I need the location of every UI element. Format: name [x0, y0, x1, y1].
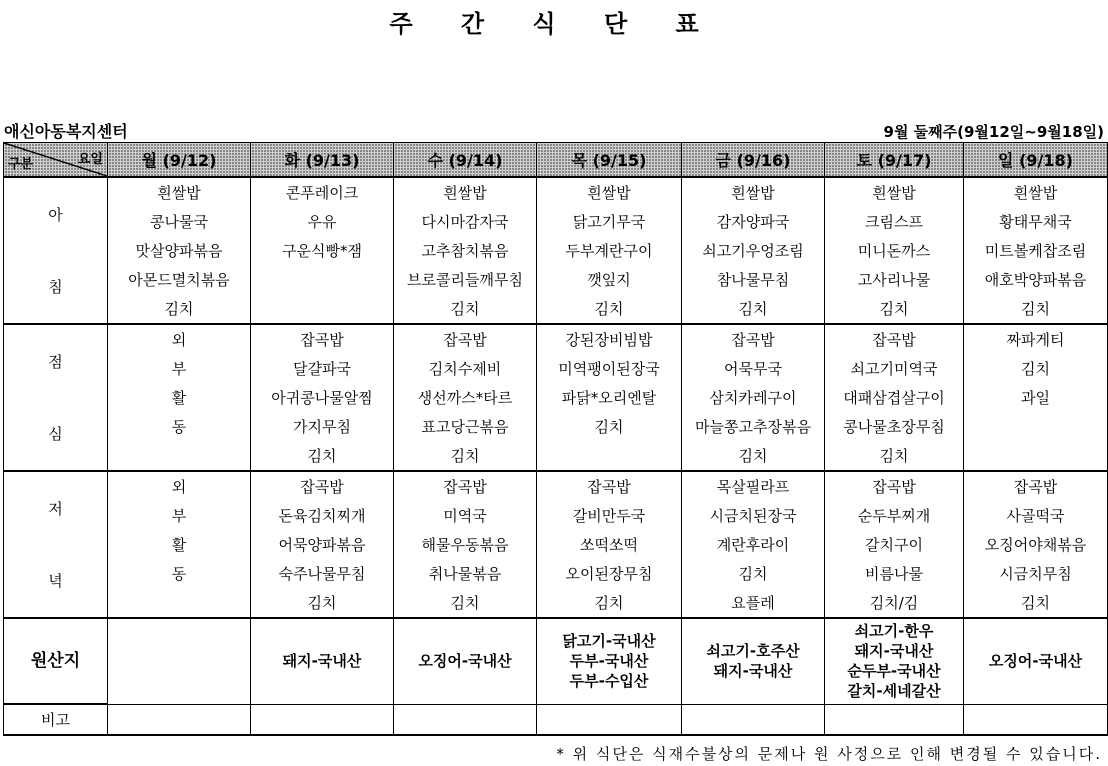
meal-category-label — [4, 177, 108, 324]
menu-cell: 흰쌀밥 — [394, 177, 537, 207]
menu-cell: 김치/김 — [825, 588, 964, 618]
menu-cell — [537, 441, 682, 471]
origin-cell — [825, 618, 964, 704]
menu-cell: 잡곡밥 — [394, 471, 537, 501]
menu-cell: 김치 — [825, 294, 964, 324]
origin-row — [4, 618, 1108, 704]
origin-line: 두부-수입산 — [569, 672, 649, 691]
origin-line: 두부-국내산 — [569, 652, 649, 671]
meal-label-char: 녁 — [48, 572, 63, 591]
footnote: * 위 식단은 식재수불상의 문제나 원 사정으로 인해 변경될 수 있습니다. — [556, 745, 1102, 763]
meal-row — [4, 177, 1108, 207]
day-header: 토 (9/17) — [825, 143, 964, 178]
menu-cell — [964, 412, 1108, 441]
meal-row — [4, 441, 1108, 471]
menu-cell — [108, 441, 251, 471]
menu-cell: 시금치된장국 — [682, 501, 825, 530]
menu-cell: 김치수제비 — [394, 354, 537, 383]
menu-cell: 쏘떡쏘떡 — [537, 530, 682, 559]
menu-cell: 시금치무침 — [964, 559, 1108, 588]
menu-cell: 순두부찌개 — [825, 501, 964, 530]
meal-label-char: 심 — [48, 425, 63, 444]
meal-row — [4, 294, 1108, 324]
menu-cell: 계란후라이 — [682, 530, 825, 559]
menu-cell: 외 — [108, 324, 251, 354]
menu-cell: 다시마감자국 — [394, 207, 537, 236]
menu-cell: 잡곡밥 — [825, 324, 964, 354]
menu-cell: 참나물무침 — [682, 265, 825, 294]
menu-cell: 미역국 — [394, 501, 537, 530]
menu-cell: 미니돈까스 — [825, 236, 964, 265]
note-cell — [825, 704, 964, 735]
menu-cell: 파닭*오리엔탈 — [537, 383, 682, 412]
menu-cell: 잡곡밥 — [537, 471, 682, 501]
center-name: 애신아동복지센터 — [4, 122, 128, 141]
menu-cell: 마늘쫑고추장볶음 — [682, 412, 825, 441]
meal-row — [4, 588, 1108, 618]
menu-cell: 강된장비빔밥 — [537, 324, 682, 354]
menu-cell: 콘푸레이크 — [251, 177, 394, 207]
day-header: 월 (9/12) — [108, 143, 251, 178]
origin-line: 오징어-국내산 — [988, 652, 1083, 671]
meal-row — [4, 530, 1108, 559]
menu-cell: 잡곡밥 — [682, 324, 825, 354]
menu-cell: 활 — [108, 383, 251, 412]
menu-cell: 김치 — [682, 441, 825, 471]
menu-cell: 표고당근볶음 — [394, 412, 537, 441]
menu-cell: 김치 — [251, 588, 394, 618]
corner-day-label: 요일 — [77, 152, 103, 167]
corner-cell — [4, 143, 108, 178]
note-cell — [964, 704, 1108, 735]
meal-row — [4, 383, 1108, 412]
menu-cell: 고추참치볶음 — [394, 236, 537, 265]
menu-cell: 부 — [108, 501, 251, 530]
menu-cell: 목살필라프 — [682, 471, 825, 501]
note-cell — [537, 704, 682, 735]
origin-cell — [251, 618, 394, 704]
origin-line: 쇠고기-호주산 — [706, 642, 800, 661]
origin-line: 돼지-국내산 — [854, 642, 934, 661]
menu-cell: 흰쌀밥 — [682, 177, 825, 207]
menu-cell: 잡곡밥 — [394, 324, 537, 354]
menu-cell: 어묵양파볶음 — [251, 530, 394, 559]
week-range: 9월 둘째주(9월12일~9월18일) — [883, 123, 1104, 141]
menu-cell: 감자양파국 — [682, 207, 825, 236]
meal-category-label — [4, 471, 108, 618]
meal-row — [4, 265, 1108, 294]
menu-cell: 닭고기무국 — [537, 207, 682, 236]
meal-row — [4, 324, 1108, 354]
menu-cell: 콩나물초장무침 — [825, 412, 964, 441]
day-header: 수 (9/14) — [394, 143, 537, 178]
menu-cell: 흰쌀밥 — [825, 177, 964, 207]
meal-row — [4, 412, 1108, 441]
menu-cell: 동 — [108, 559, 251, 588]
menu-cell: 미트볼케찹조림 — [964, 236, 1108, 265]
menu-cell: 대패삼겹살구이 — [825, 383, 964, 412]
day-header: 금 (9/16) — [682, 143, 825, 178]
origin-line: 돼지-국내산 — [282, 652, 362, 671]
menu-cell: 잡곡밥 — [825, 471, 964, 501]
menu-cell: 김치 — [537, 588, 682, 618]
menu-cell: 깻잎지 — [537, 265, 682, 294]
menu-cell: 잡곡밥 — [964, 471, 1108, 501]
weekly-menu-table — [3, 142, 1108, 736]
menu-cell: 우유 — [251, 207, 394, 236]
menu-cell: 고사리나물 — [825, 265, 964, 294]
menu-cell: 크림스프 — [825, 207, 964, 236]
meal-row — [4, 207, 1108, 236]
menu-cell: 김치 — [537, 294, 682, 324]
origin-line: 갈치-세네갈산 — [847, 682, 941, 701]
menu-cell: 김치 — [394, 588, 537, 618]
menu-cell: 애호박양파볶음 — [964, 265, 1108, 294]
menu-cell: 아몬드멸치볶음 — [108, 265, 251, 294]
day-header: 목 (9/15) — [537, 143, 682, 178]
menu-cell: 아귀콩나물알찜 — [251, 383, 394, 412]
origin-line: 쇠고기-한우 — [854, 622, 934, 641]
menu-cell: 취나물볶음 — [394, 559, 537, 588]
menu-cell: 브로콜리들깨무침 — [394, 265, 537, 294]
menu-cell: 흰쌀밥 — [537, 177, 682, 207]
note-cell — [394, 704, 537, 735]
meal-category-label — [4, 324, 108, 471]
day-header: 화 (9/13) — [251, 143, 394, 178]
menu-cell: 비름나물 — [825, 559, 964, 588]
menu-cell: 어묵무국 — [682, 354, 825, 383]
origin-line: 순두부-국내산 — [847, 662, 941, 681]
note-cell — [682, 704, 825, 735]
meal-row — [4, 559, 1108, 588]
menu-cell: 잡곡밥 — [251, 324, 394, 354]
menu-cell: 갈비만두국 — [537, 501, 682, 530]
menu-cell: 두부계란구이 — [537, 236, 682, 265]
menu-cell: 김치 — [251, 441, 394, 471]
meal-row — [4, 354, 1108, 383]
meal-row — [4, 501, 1108, 530]
origin-line: 오징어-국내산 — [418, 652, 512, 671]
note-cell — [108, 704, 251, 735]
corner-category-label: 구분 — [8, 157, 34, 172]
menu-cell: 달걀파국 — [251, 354, 394, 383]
menu-cell: 오징어야채볶음 — [964, 530, 1108, 559]
menu-cell: 돈육김치찌개 — [251, 501, 394, 530]
menu-cell: 김치 — [537, 412, 682, 441]
meal-body — [4, 177, 1108, 618]
menu-cell: 콩나물국 — [108, 207, 251, 236]
menu-cell: 가지무침 — [251, 412, 394, 441]
origin-cell — [964, 618, 1108, 704]
menu-cell — [964, 441, 1108, 471]
origin-line: 돼지-국내산 — [713, 662, 793, 681]
menu-cell: 김치 — [394, 294, 537, 324]
menu-cell: 동 — [108, 412, 251, 441]
menu-cell: 쇠고기미역국 — [825, 354, 964, 383]
origin-cell — [108, 618, 251, 704]
menu-cell: 김치 — [108, 294, 251, 324]
day-header: 일 (9/18) — [964, 143, 1108, 178]
menu-cell: 활 — [108, 530, 251, 559]
menu-cell: 맛살양파볶음 — [108, 236, 251, 265]
menu-cell: 삼치카레구이 — [682, 383, 825, 412]
menu-cell: 해물우동볶음 — [394, 530, 537, 559]
origin-cell — [537, 618, 682, 704]
menu-cell: 김치 — [394, 441, 537, 471]
origin-line: 닭고기-국내산 — [562, 632, 656, 651]
menu-cell — [251, 294, 394, 324]
menu-cell — [108, 588, 251, 618]
note-label: 비고 — [4, 704, 108, 735]
menu-cell: 숙주나물무침 — [251, 559, 394, 588]
meal-label-char: 침 — [48, 278, 63, 297]
meal-label-char: 아 — [48, 205, 63, 224]
menu-cell: 짜파게티 — [964, 324, 1108, 354]
menu-cell — [251, 265, 394, 294]
menu-cell: 쇠고기우엉조림 — [682, 236, 825, 265]
meal-row — [4, 236, 1108, 265]
menu-cell: 황태무채국 — [964, 207, 1108, 236]
menu-cell: 김치 — [682, 559, 825, 588]
menu-cell: 잡곡밥 — [251, 471, 394, 501]
origin-cell — [394, 618, 537, 704]
meal-row — [4, 471, 1108, 501]
menu-cell: 김치 — [964, 294, 1108, 324]
menu-cell: 부 — [108, 354, 251, 383]
menu-cell: 오이된장무침 — [537, 559, 682, 588]
menu-cell: 김치 — [825, 441, 964, 471]
menu-cell: 과일 — [964, 383, 1108, 412]
meal-label-char: 저 — [48, 499, 63, 518]
menu-cell: 구운식빵*잼 — [251, 236, 394, 265]
menu-cell: 김치 — [964, 588, 1108, 618]
menu-cell: 요플레 — [682, 588, 825, 618]
header-row — [4, 143, 1108, 178]
menu-cell: 김치 — [964, 354, 1108, 383]
origin-cell — [682, 618, 825, 704]
menu-cell: 김치 — [682, 294, 825, 324]
origin-label: 원산지 — [4, 618, 108, 704]
menu-cell: 미역팽이된장국 — [537, 354, 682, 383]
note-row — [4, 704, 1108, 735]
menu-cell: 생선까스*타르 — [394, 383, 537, 412]
menu-cell: 흰쌀밥 — [964, 177, 1108, 207]
page-title: 주 간 식 단 표 — [389, 10, 719, 38]
menu-cell: 외 — [108, 471, 251, 501]
menu-cell: 갈치구이 — [825, 530, 964, 559]
menu-cell: 사골떡국 — [964, 501, 1108, 530]
meal-label-char: 점 — [48, 352, 63, 371]
note-cell — [251, 704, 394, 735]
menu-cell: 흰쌀밥 — [108, 177, 251, 207]
